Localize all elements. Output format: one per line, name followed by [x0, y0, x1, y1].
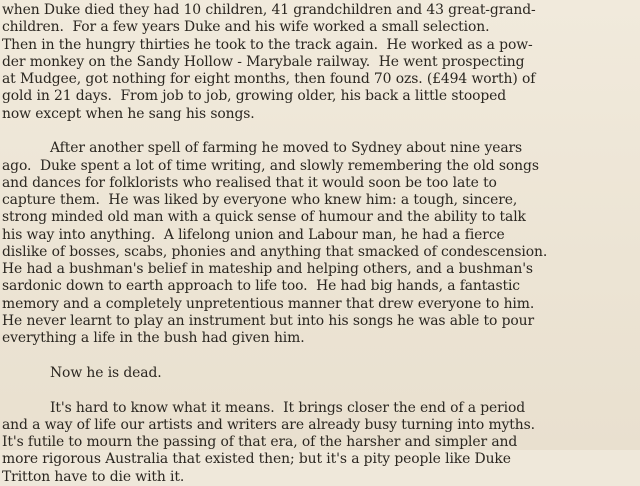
text-line: He had a bushman's belief in mateship and helping others, and a bushman's — [2, 261, 533, 277]
text-line: when Duke died they had 10 children, 41 grandchildren and 43 great-grand- — [2, 2, 536, 18]
paragraph-2 — [2, 140, 636, 347]
text-line: It's hard to know what it means. It brings closer the end of a period — [50, 399, 526, 416]
text-line: more rigorous Australia that existed then; but it's a pity people like Duke — [2, 451, 511, 468]
text-line: and dances for folklorists who realised that it would soon be too late to — [2, 174, 497, 191]
text-line: Then in the hungry thirties he took to the track again. He worked as a pow- — [2, 36, 533, 53]
paragraph-1 — [2, 2, 636, 123]
text-line: der monkey on the Sandy Hollow - Marybale railway. He went prospecting — [2, 53, 525, 70]
text-line: It's futile to mourn the passing of that era, of the harsher and simpler and — [2, 434, 518, 450]
document-body — [2, 2, 636, 486]
paragraph-3 — [2, 365, 636, 382]
text-line: dislike of bosses, scabs, phonies and anything that smacked of condescension. — [2, 243, 548, 260]
paragraph-gap — [2, 382, 636, 400]
text-line: Tritton have to die with it. — [2, 468, 185, 485]
text-line: at Mudgee, got nothing for eight months, then found 70 ozs. (£494 worth) of — [2, 71, 536, 87]
paragraph-gap — [2, 123, 636, 141]
text-line: now except when he sang his songs. — [2, 105, 255, 122]
text-line: After another spell of farming he moved to Sydney about nine years — [50, 140, 523, 157]
paragraph-gap — [2, 347, 636, 365]
text-line: Now he is dead. — [50, 364, 162, 381]
text-line: and a way of life our artists and writers are already busy turning into myths. — [2, 416, 535, 433]
text-line: sardonic down to earth approach to life too. He had big hands, a fantastic — [2, 278, 520, 295]
paragraph-4 — [2, 400, 636, 486]
text-line: children. For a few years Duke and his wife worked a small selection. — [2, 19, 490, 36]
text-line: gold in 21 days. From job to job, growing older, his back a little stooped — [2, 88, 507, 105]
text-line: memory and a completely unpretentious manner that drew everyone to him. — [2, 295, 535, 312]
text-line: his way into anything. A lifelong union and Labour man, he had a fierce — [2, 226, 505, 243]
text-line: strong minded old man with a quick sense of humour and the ability to talk — [2, 209, 526, 226]
text-line: everything a life in the bush had given him. — [2, 330, 305, 346]
text-line: capture them. He was liked by everyone who knew him: a tough, sincere, — [2, 192, 518, 208]
text-line: ago. Duke spent a lot of time writing, and slowly remembering the old songs — [2, 157, 539, 174]
text-line: He never learnt to play an instrument but into his songs he was able to pour — [2, 312, 535, 329]
